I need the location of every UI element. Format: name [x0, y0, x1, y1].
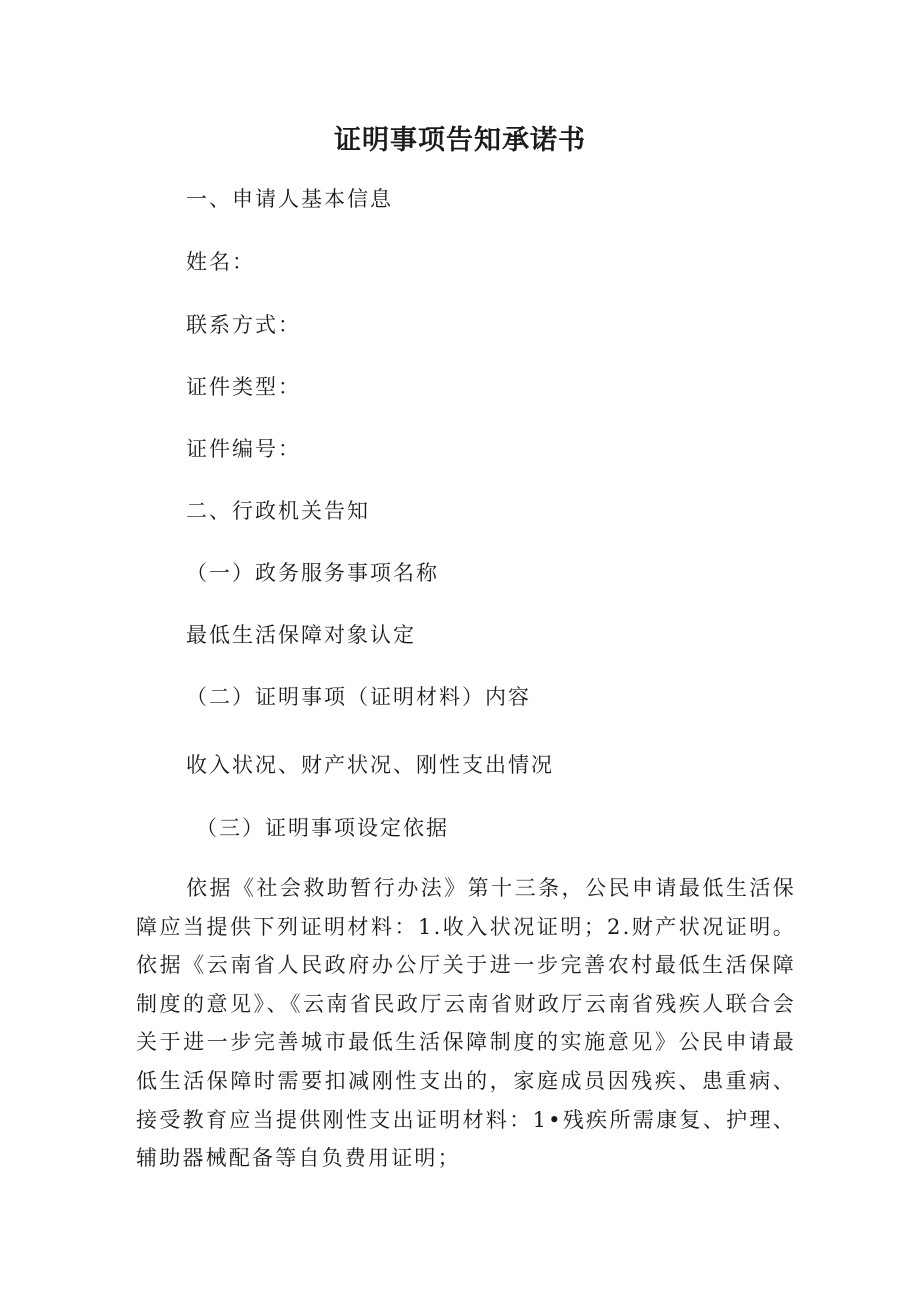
- legal-basis-paragraph: 依据《社会救助暂行办法》第十三条，公民申请最低生活保障应当提供下列证明材料：1.收入状况证明；2.财产状况证明。依据《云南省人民政府办公厅关于进一步完善农村最低生活保障制度的意见》、《云南省民政厅云南省财政厅云南省残疾人联合会关于进一步完善城市最低生活保障制度的实施意见》公民申请最低生活保障时需要扣减刚性支出的，家庭成员因残疾、患重病、接受教育应当提供刚性支出证明材料：1•残疾所需康复、护理、辅助器械配备等自负费用证明；: [136, 876, 796, 1171]
- field-contact-label: 联系方式：: [186, 313, 301, 337]
- proof-content-text: 收入状况、财产状况、刚性支出情况: [186, 753, 554, 777]
- section-heading-applicant-info: 一、申请人基本信息: [186, 187, 393, 211]
- field-name-label: 姓名：: [186, 250, 255, 274]
- field-id-type-label: 证件类型：: [186, 375, 301, 399]
- section-heading-agency-notice: 二、行政机关告知: [186, 499, 370, 523]
- field-id-number-label: 证件编号：: [186, 437, 301, 461]
- subsection-heading-legal-basis: （三）证明事项设定依据: [196, 816, 449, 840]
- subsection-heading-service-name: （一）政务服务事项名称: [186, 561, 439, 585]
- service-name-text: 最低生活保障对象认定: [186, 623, 416, 647]
- document-title: 证明事项告知承诺书: [334, 125, 586, 156]
- subsection-heading-proof-content: （二）证明事项（证明材料）内容: [186, 685, 531, 709]
